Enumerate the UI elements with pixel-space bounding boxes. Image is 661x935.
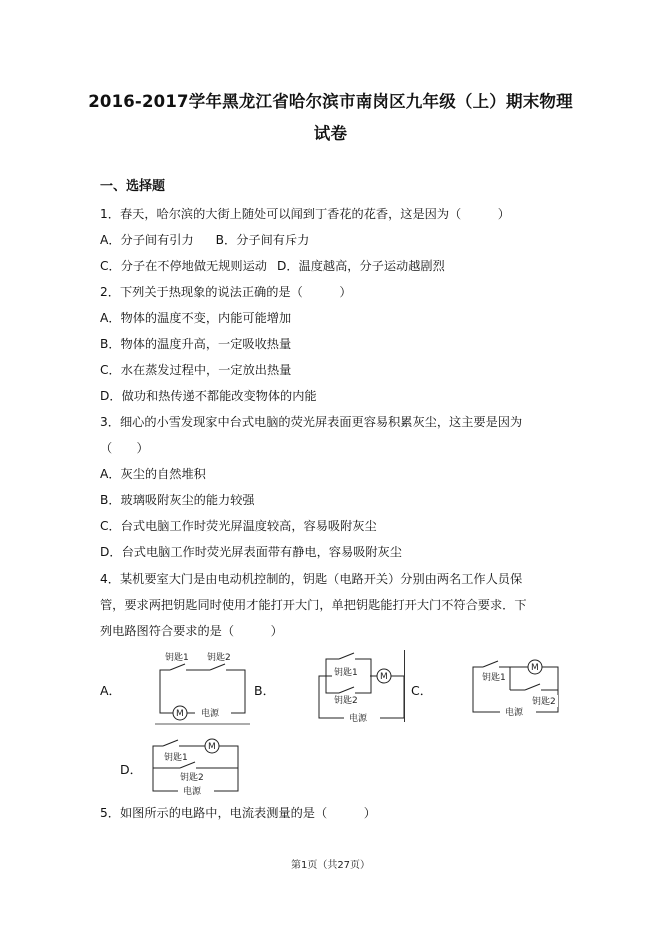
q3-option-a: A．灰尘的自然堆积 [100, 467, 206, 481]
key2-label: 钥匙2 [334, 696, 358, 706]
circuit-diagram-b [314, 651, 409, 723]
q1-options-ab [100, 233, 309, 247]
q2-option-d: D．做功和热传递不都能改变物体的内能 [100, 389, 317, 403]
key1-label: 钥匙1 [165, 653, 189, 663]
q4-option-a-label: A． [100, 683, 122, 698]
key2-label: 钥匙2 [207, 653, 231, 663]
motor-label: M [208, 742, 216, 752]
key1-label: 钥匙1 [164, 753, 188, 763]
circuit-b-wire [319, 676, 404, 718]
q1-options-cd [100, 259, 445, 273]
q3-stem: 3．细心的小雪发现家中台式电脑的荧光屏表面更容易积累灰尘，这主要是因为 [100, 415, 523, 429]
q5-stem: 5．如图所示的电路中，电流表测量的是（ ） [100, 806, 376, 820]
q4-option-d-label: D． [120, 762, 143, 777]
q3-option-b: B．玻璃吸附灰尘的能力较强 [100, 493, 255, 507]
q4-option-c-label: C． [411, 683, 433, 698]
q3-option-c: C．台式电脑工作时荧光屏温度较高，容易吸附灰尘 [100, 519, 377, 533]
page-footer: 第1页（共27页） [290, 860, 371, 871]
q4-stem-cont1: 管，要求两把钥匙同时使用才能打开大门，单把钥匙能打开大门不符合要求．下 [100, 598, 527, 612]
circuit-diagram-a [155, 648, 255, 726]
power-label: 电源 [505, 708, 524, 718]
motor-label: M [531, 663, 539, 673]
motor-label: M [380, 672, 388, 682]
circuit-a-wire [160, 670, 245, 713]
key2-label: 钥匙2 [180, 773, 204, 783]
page-title: 2016-2017学年黑龙江省哈尔滨市南岗区九年级（上）期末物理 [88, 92, 573, 111]
power-label: 电源 [201, 709, 220, 719]
q1-option-a: A．分子间有引力 [100, 233, 194, 247]
key1-label: 钥匙1 [334, 668, 358, 678]
q1-option-c: C．分子在不停地做无规则运动 [100, 259, 267, 273]
circuit-diagram-c [470, 655, 565, 717]
q4-option-b-label: B． [254, 683, 276, 698]
q2-option-b: B．物体的温度升高，一定吸收热量 [100, 337, 292, 351]
q2-option-c: C．水在蒸发过程中，一定放出热量 [100, 363, 292, 377]
q1-stem: 1．春天，哈尔滨的大街上随处可以闻到丁香花的花香，这是因为（ ） [100, 207, 510, 221]
power-label: 电源 [183, 787, 202, 797]
key1-label: 钥匙1 [482, 673, 506, 683]
q4-stem-cont2: 列电路图符合要求的是（ ） [100, 624, 283, 638]
page-title-line2: 试卷 [313, 124, 348, 143]
q1-option-b: B．分子间有斥力 [215, 233, 310, 247]
q2-stem: 2．下列关于热现象的说法正确的是（ ） [100, 285, 352, 299]
q3-stem-cont: （ ） [100, 441, 149, 455]
q4-stem: 4．某机要室大门是由电动机控制的，钥匙（电路开关）分别由两名工作人员保 [100, 572, 523, 586]
section-heading: 一、选择题 [100, 179, 166, 194]
divider [404, 650, 405, 722]
power-label: 电源 [349, 714, 368, 724]
q3-option-d: D．台式电脑工作时荧光屏表面带有静电，容易吸附灰尘 [100, 545, 402, 559]
motor-label: M [176, 709, 184, 719]
circuit-diagram-d [150, 736, 245, 796]
key2-label: 钥匙2 [532, 697, 556, 707]
q1-option-d: D．温度越高，分子运动越剧烈 [276, 259, 445, 273]
q2-option-a: A．物体的温度不变，内能可能增加 [100, 311, 292, 325]
